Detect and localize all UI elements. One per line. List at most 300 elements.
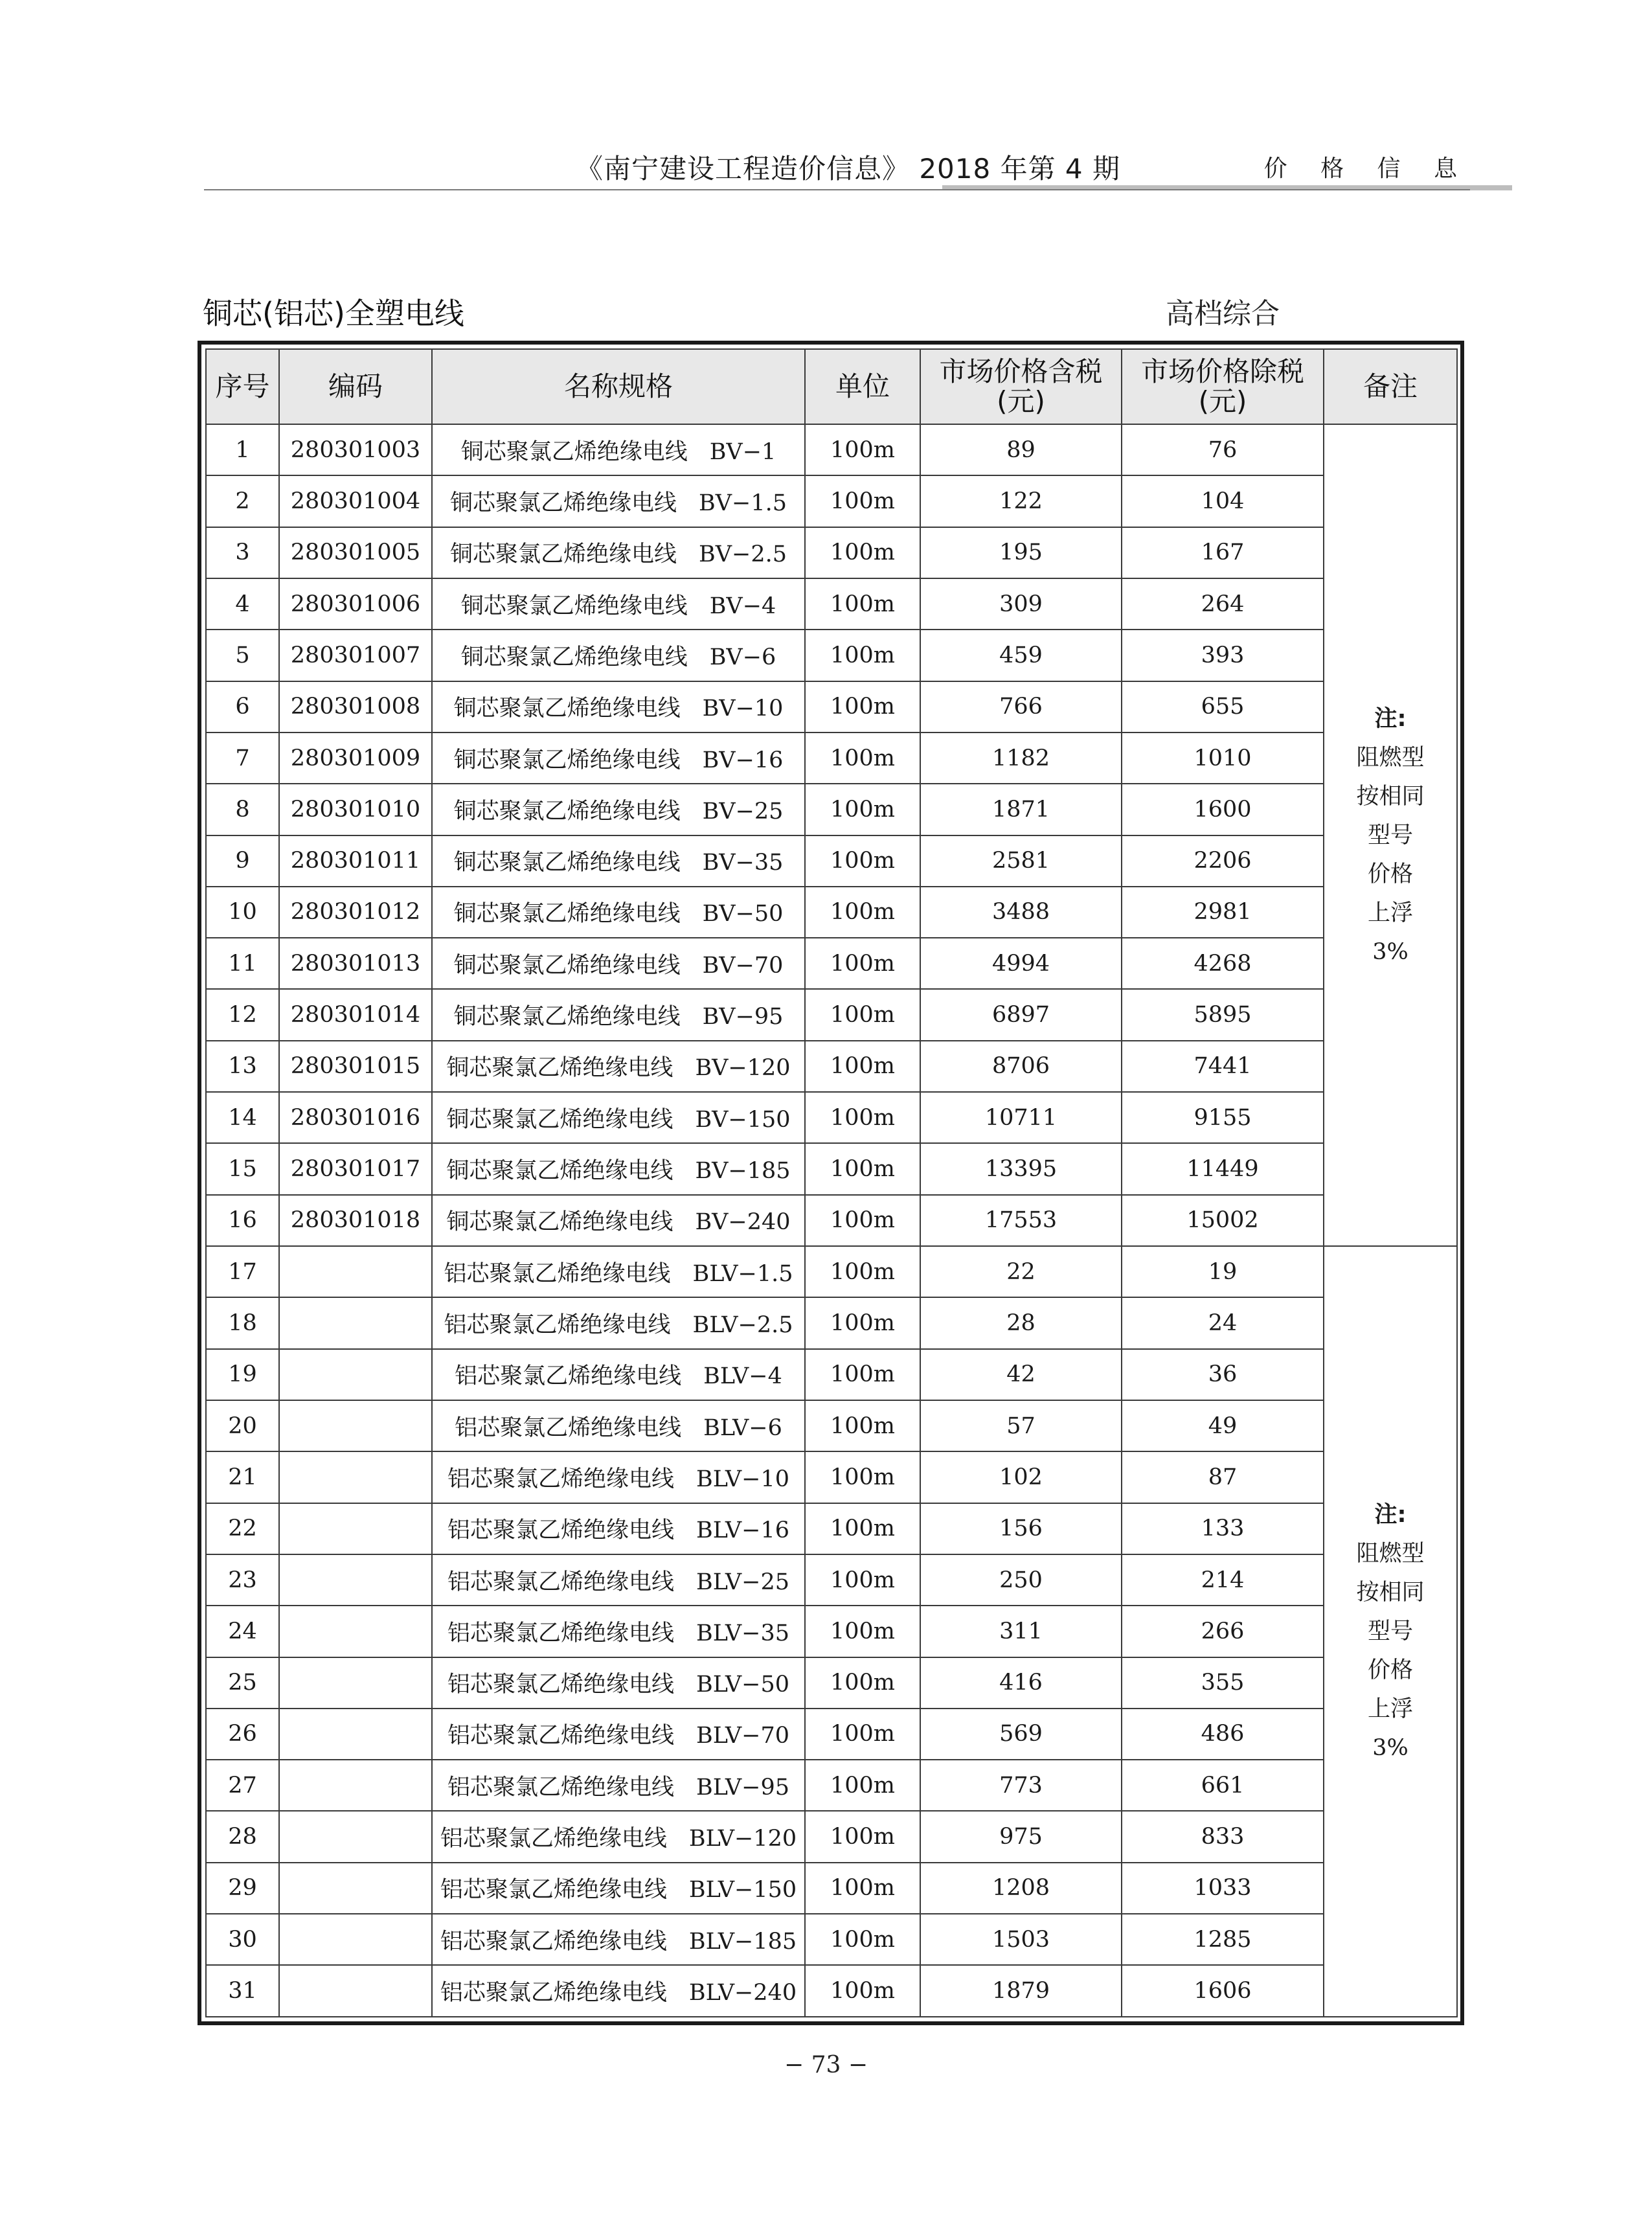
unit-cell: 100m — [805, 1503, 920, 1554]
price-tax-cell: 8706 — [920, 1041, 1122, 1092]
product-name: 铜芯聚氯乙烯绝缘电线 — [453, 696, 681, 722]
price-tax-cell: 156 — [920, 1503, 1122, 1554]
table-row — [206, 1143, 1457, 1194]
remark-note-line: 阻燃型 — [1356, 744, 1425, 771]
price-notax-cell: 11449 — [1122, 1143, 1324, 1194]
price-tax-cell: 3488 — [920, 887, 1122, 938]
remark-note-line: 3% — [1372, 1735, 1409, 1761]
price-notax-cell: 87 — [1122, 1451, 1324, 1503]
product-model: BV−2.5 — [699, 541, 787, 568]
unit-cell: 100m — [805, 1606, 920, 1657]
seq-cell: 5 — [206, 630, 279, 681]
seq-cell: 12 — [206, 989, 279, 1040]
seq-cell: 11 — [206, 938, 279, 989]
price-tax-cell: 57 — [920, 1400, 1122, 1451]
unit-cell: 100m — [805, 1400, 920, 1451]
product-model: BLV−240 — [688, 1980, 797, 2006]
product-model: BV−4 — [709, 593, 776, 619]
unit-cell: 100m — [805, 681, 920, 733]
code-cell: 280301013 — [279, 938, 432, 989]
unit-cell: 100m — [805, 938, 920, 989]
unit-cell: 100m — [805, 1349, 920, 1400]
price-tax-cell: 22 — [920, 1246, 1122, 1297]
seq-cell: 29 — [206, 1863, 279, 1914]
product-model: BV−150 — [695, 1106, 791, 1133]
table-row — [206, 784, 1457, 835]
product-model: BLV−6 — [703, 1414, 782, 1441]
table-row — [206, 475, 1457, 527]
unit-cell: 100m — [805, 1760, 920, 1811]
name-spec-cell — [432, 681, 805, 733]
price-tax-cell: 10711 — [920, 1092, 1122, 1143]
code-cell — [279, 1657, 432, 1709]
price-notax-cell: 2981 — [1122, 887, 1324, 938]
price-tax-cell: 195 — [920, 527, 1122, 578]
code-cell: 280301008 — [279, 681, 432, 733]
price-tax-cell: 1503 — [920, 1914, 1122, 1965]
product-model: BLV−16 — [696, 1517, 789, 1544]
table-header-row — [206, 349, 1457, 424]
code-cell: 280301012 — [279, 887, 432, 938]
unit-cell: 100m — [805, 1914, 920, 1965]
seq-cell: 7 — [206, 733, 279, 784]
document-title: 铜芯(铝芯)全塑电线 — [203, 296, 464, 331]
name-spec-cell — [432, 938, 805, 989]
name-spec-cell — [432, 1451, 805, 1503]
price-tax-cell: 766 — [920, 681, 1122, 733]
seq-cell: 17 — [206, 1246, 279, 1297]
seq-cell: 20 — [206, 1400, 279, 1451]
table-row — [206, 1709, 1457, 1760]
price-tax-cell: 17553 — [920, 1195, 1122, 1246]
price-notax-cell: 1033 — [1122, 1863, 1324, 1914]
col-header-price-notax — [1122, 349, 1324, 424]
product-name: 铜芯聚氯乙烯绝缘电线 — [453, 901, 681, 927]
price-notax-cell: 24 — [1122, 1297, 1324, 1348]
table-row — [206, 733, 1457, 784]
remark-note-line: 上浮 — [1367, 900, 1413, 926]
seq-cell: 18 — [206, 1297, 279, 1348]
product-model: BV−25 — [702, 798, 784, 824]
table-row — [206, 1760, 1457, 1811]
name-spec-cell — [432, 1041, 805, 1092]
price-notax-cell: 1010 — [1122, 733, 1324, 784]
name-spec-cell — [432, 424, 805, 475]
table-row — [206, 1041, 1457, 1092]
section-label: 价 格 信 息 — [1263, 155, 1470, 182]
remark-note-line: 按相同 — [1356, 1580, 1425, 1606]
unit-cell: 100m — [805, 1246, 920, 1297]
product-name: 铝芯聚氯乙烯绝缘电线 — [440, 1826, 667, 1852]
table-row — [206, 938, 1457, 989]
price-notax-cell: 355 — [1122, 1657, 1324, 1709]
unit-cell: 100m — [805, 475, 920, 527]
product-model: BLV−150 — [688, 1877, 797, 1903]
seq-cell: 3 — [206, 527, 279, 578]
name-spec-cell — [432, 475, 805, 527]
seq-cell: 30 — [206, 1914, 279, 1965]
name-spec-cell — [432, 1760, 805, 1811]
product-name: 铜芯聚氯乙烯绝缘电线 — [453, 850, 681, 876]
price-tax-cell: 89 — [920, 424, 1122, 475]
seq-cell: 9 — [206, 835, 279, 887]
code-cell — [279, 1811, 432, 1862]
seq-cell: 28 — [206, 1811, 279, 1862]
price-tax-cell: 250 — [920, 1554, 1122, 1606]
product-model: BLV−10 — [696, 1466, 789, 1492]
price-notax-cell: 7441 — [1122, 1041, 1324, 1092]
code-cell — [279, 1503, 432, 1554]
col-header-price-tax — [920, 349, 1122, 424]
product-model: BV−240 — [695, 1209, 791, 1236]
product-model: BLV−4 — [703, 1363, 782, 1390]
code-cell: 280301010 — [279, 784, 432, 835]
remark-note-cell — [1324, 424, 1457, 1246]
unit-cell: 100m — [805, 630, 920, 681]
product-name: 铝芯聚氯乙烯绝缘电线 — [447, 1723, 675, 1749]
remark-note-line: 价格 — [1367, 861, 1413, 887]
price-tax-cell: 459 — [920, 630, 1122, 681]
name-spec-cell — [432, 887, 805, 938]
seq-cell: 27 — [206, 1760, 279, 1811]
seq-cell: 31 — [206, 1965, 279, 2017]
code-cell: 280301006 — [279, 578, 432, 630]
name-spec-cell — [432, 1143, 805, 1194]
price-notax-cell: 214 — [1122, 1554, 1324, 1606]
unit-cell: 100m — [805, 424, 920, 475]
page-number: − 73 − — [784, 2052, 868, 2078]
price-notax-cell: 1606 — [1122, 1965, 1324, 2017]
seq-cell: 13 — [206, 1041, 279, 1092]
table-row — [206, 1811, 1457, 1862]
code-cell: 280301011 — [279, 835, 432, 887]
product-name: 铝芯聚氯乙烯绝缘电线 — [447, 1774, 675, 1800]
seq-cell: 15 — [206, 1143, 279, 1194]
product-name: 铜芯聚氯乙烯绝缘电线 — [453, 952, 681, 979]
product-name: 铜芯聚氯乙烯绝缘电线 — [446, 1106, 673, 1133]
name-spec-cell — [432, 1554, 805, 1606]
product-model: BV−120 — [695, 1055, 791, 1082]
price-tax-cell: 1871 — [920, 784, 1122, 835]
unit-cell: 100m — [805, 1709, 920, 1760]
code-cell: 280301005 — [279, 527, 432, 578]
table-row — [206, 424, 1457, 475]
code-cell — [279, 1863, 432, 1914]
price-tax-cell: 102 — [920, 1451, 1122, 1503]
table-row — [206, 527, 1457, 578]
remark-note-cell — [1324, 1246, 1457, 2017]
product-name: 铜芯聚氯乙烯绝缘电线 — [453, 1004, 681, 1030]
table-body — [206, 424, 1457, 2017]
code-cell: 280301009 — [279, 733, 432, 784]
price-notax-cell: 104 — [1122, 475, 1324, 527]
price-tax-cell: 1879 — [920, 1965, 1122, 2017]
price-notax-cell: 1285 — [1122, 1914, 1324, 1965]
table-row — [206, 1606, 1457, 1657]
product-model: BV−50 — [702, 901, 784, 927]
product-name: 铝芯聚氯乙烯绝缘电线 — [455, 1363, 682, 1390]
product-name: 铜芯聚氯乙烯绝缘电线 — [460, 593, 688, 619]
unit-cell: 100m — [805, 1195, 920, 1246]
table-row — [206, 835, 1457, 887]
seq-cell: 4 — [206, 578, 279, 630]
name-spec-cell — [432, 1914, 805, 1965]
product-model: BV−35 — [702, 850, 784, 876]
price-notax-cell: 4268 — [1122, 938, 1324, 989]
table-row — [206, 1554, 1457, 1606]
remark-note-heading: 注: — [1374, 705, 1407, 732]
remark-note-heading: 注: — [1374, 1502, 1407, 1528]
unit-cell: 100m — [805, 1143, 920, 1194]
product-model: BLV−35 — [696, 1620, 789, 1646]
name-spec-cell — [432, 784, 805, 835]
col-header-unit: 单位 — [805, 349, 920, 424]
price-tax-cell: 1182 — [920, 733, 1122, 784]
unit-cell: 100m — [805, 1965, 920, 2017]
seq-cell: 10 — [206, 887, 279, 938]
product-name: 铝芯聚氯乙烯绝缘电线 — [447, 1569, 675, 1595]
document-subtitle: 高档综合 — [1166, 297, 1280, 330]
price-notax-cell: 393 — [1122, 630, 1324, 681]
code-cell — [279, 1400, 432, 1451]
page-header — [204, 148, 1470, 190]
price-notax-cell: 486 — [1122, 1709, 1324, 1760]
name-spec-cell — [432, 1709, 805, 1760]
unit-cell: 100m — [805, 1554, 920, 1606]
table-row — [206, 1092, 1457, 1143]
remark-note-line: 上浮 — [1367, 1696, 1413, 1722]
product-model: BV−70 — [702, 952, 784, 979]
code-cell — [279, 1451, 432, 1503]
unit-cell: 100m — [805, 1451, 920, 1503]
unit-cell: 100m — [805, 1041, 920, 1092]
col-header-remark: 备注 — [1324, 349, 1457, 424]
table-row — [206, 1965, 1457, 2017]
product-name: 铜芯聚氯乙烯绝缘电线 — [450, 490, 677, 516]
name-spec-cell — [432, 578, 805, 630]
seq-cell: 8 — [206, 784, 279, 835]
unit-cell: 100m — [805, 527, 920, 578]
product-name: 铜芯聚氯乙烯绝缘电线 — [453, 747, 681, 773]
name-spec-cell — [432, 1246, 805, 1297]
price-tax-cell: 13395 — [920, 1143, 1122, 1194]
table-row — [206, 887, 1457, 938]
product-model: BLV−2.5 — [692, 1312, 793, 1338]
product-name: 铝芯聚氯乙烯绝缘电线 — [440, 1928, 667, 1955]
product-model: BLV−50 — [696, 1672, 789, 1698]
table-row — [206, 578, 1457, 630]
product-name: 铝芯聚氯乙烯绝缘电线 — [447, 1620, 675, 1646]
publication-title: 《南宁建设工程造价信息》 2018 年第 4 期 — [575, 153, 1120, 185]
seq-cell: 23 — [206, 1554, 279, 1606]
table-row — [206, 989, 1457, 1040]
price-notax-cell: 833 — [1122, 1811, 1324, 1862]
price-notax-cell: 9155 — [1122, 1092, 1324, 1143]
table-row — [206, 1349, 1457, 1400]
code-cell — [279, 1554, 432, 1606]
unit-cell: 100m — [805, 1863, 920, 1914]
product-model: BV−185 — [695, 1158, 791, 1185]
code-cell — [279, 1246, 432, 1297]
seq-cell: 25 — [206, 1657, 279, 1709]
name-spec-cell — [432, 1297, 805, 1348]
table-row — [206, 1863, 1457, 1914]
col-header-price-tax-line2: (元) — [997, 385, 1045, 417]
unit-cell: 100m — [805, 835, 920, 887]
unit-cell: 100m — [805, 784, 920, 835]
table-row — [206, 1400, 1457, 1451]
name-spec-cell — [432, 1863, 805, 1914]
table-row — [206, 1914, 1457, 1965]
price-notax-cell: 167 — [1122, 527, 1324, 578]
col-header-code: 编码 — [279, 349, 432, 424]
price-tax-cell: 1208 — [920, 1863, 1122, 1914]
product-name: 铜芯聚氯乙烯绝缘电线 — [453, 798, 681, 824]
seq-cell: 2 — [206, 475, 279, 527]
code-cell — [279, 1965, 432, 2017]
product-model: BLV−95 — [696, 1774, 789, 1800]
product-name: 铝芯聚氯乙烯绝缘电线 — [444, 1312, 671, 1338]
price-notax-cell: 36 — [1122, 1349, 1324, 1400]
code-cell — [279, 1606, 432, 1657]
seq-cell: 6 — [206, 681, 279, 733]
product-name: 铜芯聚氯乙烯绝缘电线 — [460, 438, 688, 465]
name-spec-cell — [432, 1400, 805, 1451]
price-table — [205, 348, 1458, 2017]
name-spec-cell — [432, 630, 805, 681]
unit-cell: 100m — [805, 1092, 920, 1143]
header-rule — [204, 189, 1470, 190]
remark-note-line: 阻燃型 — [1356, 1541, 1425, 1567]
product-model: BLV−1.5 — [692, 1260, 793, 1287]
name-spec-cell — [432, 1811, 805, 1862]
product-model: BLV−120 — [688, 1826, 797, 1852]
table-row — [206, 630, 1457, 681]
code-cell: 280301007 — [279, 630, 432, 681]
product-name: 铝芯聚氯乙烯绝缘电线 — [447, 1466, 675, 1492]
name-spec-cell — [432, 1092, 805, 1143]
product-name: 铝芯聚氯乙烯绝缘电线 — [455, 1414, 682, 1441]
product-name: 铝芯聚氯乙烯绝缘电线 — [440, 1980, 667, 2006]
product-model: BLV−70 — [696, 1723, 789, 1749]
product-name: 铜芯聚氯乙烯绝缘电线 — [446, 1055, 673, 1082]
code-cell — [279, 1760, 432, 1811]
product-name: 铜芯聚氯乙烯绝缘电线 — [446, 1209, 673, 1236]
price-tax-cell: 122 — [920, 475, 1122, 527]
unit-cell: 100m — [805, 733, 920, 784]
product-name: 铝芯聚氯乙烯绝缘电线 — [444, 1260, 671, 1287]
seq-cell: 19 — [206, 1349, 279, 1400]
product-model: BLV−25 — [696, 1569, 789, 1595]
table-row — [206, 1657, 1457, 1709]
code-cell — [279, 1709, 432, 1760]
product-name: 铝芯聚氯乙烯绝缘电线 — [447, 1672, 675, 1698]
name-spec-cell — [432, 1349, 805, 1400]
col-header-price-tax-line1: 市场价格含税 — [939, 356, 1103, 387]
product-model: BV−6 — [709, 644, 776, 670]
seq-cell: 16 — [206, 1195, 279, 1246]
seq-cell: 14 — [206, 1092, 279, 1143]
code-cell: 280301015 — [279, 1041, 432, 1092]
name-spec-cell — [432, 1965, 805, 2017]
seq-cell: 26 — [206, 1709, 279, 1760]
table-row — [206, 1195, 1457, 1246]
name-spec-cell — [432, 1657, 805, 1709]
code-cell — [279, 1297, 432, 1348]
name-spec-cell — [432, 1606, 805, 1657]
unit-cell: 100m — [805, 887, 920, 938]
price-tax-cell: 42 — [920, 1349, 1122, 1400]
product-name: 铝芯聚氯乙烯绝缘电线 — [440, 1877, 667, 1903]
code-cell: 280301017 — [279, 1143, 432, 1194]
code-cell — [279, 1349, 432, 1400]
price-notax-cell: 655 — [1122, 681, 1324, 733]
unit-cell: 100m — [805, 1297, 920, 1348]
product-name: 铜芯聚氯乙烯绝缘电线 — [450, 541, 677, 568]
table-row — [206, 1451, 1457, 1503]
product-name: 铜芯聚氯乙烯绝缘电线 — [460, 644, 688, 670]
col-header-price-notax-line2: (元) — [1198, 385, 1247, 417]
remark-note-line: 型号 — [1367, 1618, 1413, 1644]
seq-cell: 22 — [206, 1503, 279, 1554]
product-name: 铜芯聚氯乙烯绝缘电线 — [446, 1158, 673, 1185]
product-name: 铝芯聚氯乙烯绝缘电线 — [447, 1517, 675, 1544]
price-tax-cell: 309 — [920, 578, 1122, 630]
table-row — [206, 1297, 1457, 1348]
price-tax-cell: 6897 — [920, 989, 1122, 1040]
code-cell: 280301016 — [279, 1092, 432, 1143]
price-tax-cell: 28 — [920, 1297, 1122, 1348]
price-tax-cell: 569 — [920, 1709, 1122, 1760]
product-model: BV−1 — [709, 438, 776, 465]
price-notax-cell: 264 — [1122, 578, 1324, 630]
price-tax-cell: 311 — [920, 1606, 1122, 1657]
col-header-seq: 序号 — [206, 349, 279, 424]
col-header-name: 名称规格 — [432, 349, 805, 424]
price-notax-cell: 49 — [1122, 1400, 1324, 1451]
price-notax-cell: 133 — [1122, 1503, 1324, 1554]
product-model: BV−10 — [702, 696, 784, 722]
remark-note-line: 按相同 — [1356, 783, 1425, 810]
table-row — [206, 1503, 1457, 1554]
name-spec-cell — [432, 733, 805, 784]
code-cell: 280301014 — [279, 989, 432, 1040]
product-model: BV−16 — [702, 747, 784, 773]
price-tax-cell: 416 — [920, 1657, 1122, 1709]
price-notax-cell: 661 — [1122, 1760, 1324, 1811]
price-notax-cell: 19 — [1122, 1246, 1324, 1297]
code-cell: 280301003 — [279, 424, 432, 475]
unit-cell: 100m — [805, 1657, 920, 1709]
unit-cell: 100m — [805, 578, 920, 630]
remark-note-line: 3% — [1372, 938, 1409, 965]
price-tax-cell: 975 — [920, 1811, 1122, 1862]
price-tax-cell: 2581 — [920, 835, 1122, 887]
seq-cell: 21 — [206, 1451, 279, 1503]
price-notax-cell: 76 — [1122, 424, 1324, 475]
remark-note-line: 价格 — [1367, 1657, 1413, 1683]
code-cell: 280301018 — [279, 1195, 432, 1246]
name-spec-cell — [432, 835, 805, 887]
seq-cell: 1 — [206, 424, 279, 475]
code-cell: 280301004 — [279, 475, 432, 527]
code-cell — [279, 1914, 432, 1965]
name-spec-cell — [432, 989, 805, 1040]
price-notax-cell: 15002 — [1122, 1195, 1324, 1246]
name-spec-cell — [432, 527, 805, 578]
price-notax-cell: 5895 — [1122, 989, 1324, 1040]
table-row — [206, 1246, 1457, 1297]
